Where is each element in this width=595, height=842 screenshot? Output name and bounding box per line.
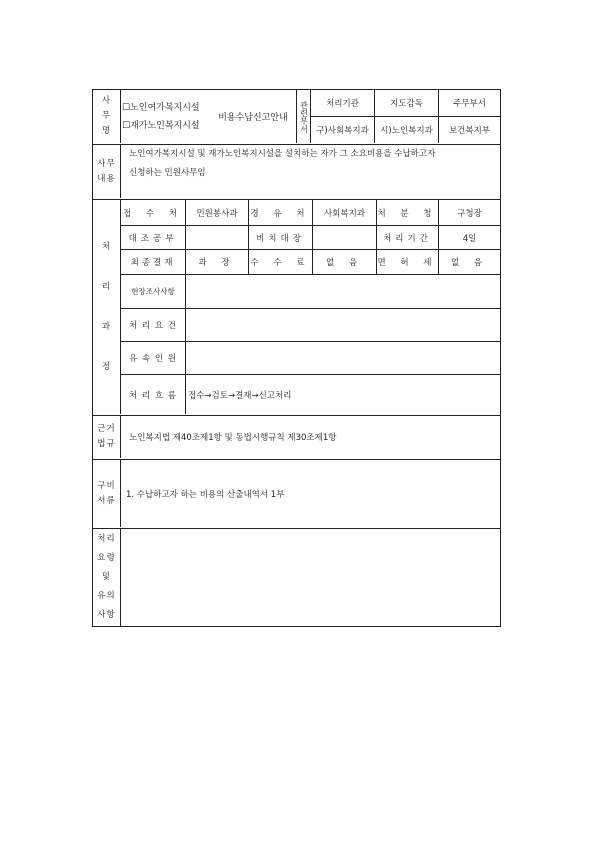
notes-label: 처리 요령 및 유의 사항 bbox=[97, 534, 116, 620]
affairs-row bbox=[92, 144, 501, 199]
r3-c6: 없 음 bbox=[438, 249, 500, 274]
r1-c3: 경 유 처 bbox=[248, 200, 312, 225]
requirements-value bbox=[185, 308, 500, 341]
option-home-senior[interactable]: ☐재가노인복지시설 bbox=[122, 120, 200, 131]
col-val-processing-agency: 구)사회복지과 bbox=[310, 116, 374, 143]
r3-c2: 과 장 bbox=[185, 249, 248, 274]
basis-label: 근거 법규 bbox=[97, 424, 116, 449]
r1-c5: 처 분 청 bbox=[376, 200, 438, 225]
option-senior-leisure[interactable]: ☐노인여가복지시설 bbox=[122, 102, 200, 113]
col-head-processing-agency: 처리기관 bbox=[310, 90, 374, 116]
documents-label: 구비 서류 bbox=[97, 480, 116, 506]
notes-text bbox=[120, 529, 500, 626]
r2-c3: 비치대장 bbox=[248, 225, 312, 249]
r2-c1: 대조공부 bbox=[120, 225, 185, 249]
site-check-label: 현장조사사항 bbox=[120, 274, 185, 308]
r1-c2: 민원봉사과 bbox=[185, 200, 248, 225]
checkbox-icon[interactable]: ☐ bbox=[122, 102, 131, 113]
col-val-supervision: 시)노인복지과 bbox=[374, 116, 438, 143]
col-val-main-dept: 보건복지부 bbox=[438, 116, 500, 143]
r2-c6: 4일 bbox=[438, 225, 500, 249]
related-civil-value bbox=[185, 341, 500, 374]
col-head-main-dept: 주무부서 bbox=[438, 90, 500, 116]
affairs-label: 사무 내용 bbox=[97, 158, 116, 184]
affair-name-label: 사 무 명 bbox=[101, 96, 112, 136]
r3-c3: 수 수 료 bbox=[248, 249, 312, 274]
civil-affairs-form bbox=[92, 89, 501, 627]
documents-text: 1. 수납하고자 하는 비용의 산출내역서 1부 bbox=[120, 460, 500, 527]
affair-options bbox=[120, 90, 210, 143]
r3-c1: 최종결재 bbox=[120, 249, 185, 274]
flow-value: 접수→검토→결재→신고처리 bbox=[185, 374, 500, 414]
basis-row bbox=[92, 415, 501, 459]
related-civil-label: 유 속 인 원 bbox=[120, 341, 185, 374]
flow-label: 처 리 흐 름 bbox=[120, 374, 185, 414]
checkbox-icon[interactable]: ☐ bbox=[122, 120, 131, 131]
requirements-label: 처 리 요 건 bbox=[120, 308, 185, 341]
r2-c2 bbox=[185, 225, 248, 249]
col-head-supervision: 지도감독 bbox=[374, 90, 438, 116]
affairs-text: 노인여가복지시설 및 재가노인복지시설을 설치하는 자가 그 소요비용을 수납하고자 신청하는 민원사무임 bbox=[120, 145, 500, 198]
notes-row bbox=[92, 528, 501, 627]
basis-text: 노인복지법 제40조제1항 및 동법시행규칙 제30조제1항 bbox=[120, 416, 500, 458]
r1-c1: 접 수 처 bbox=[120, 200, 185, 225]
header-row bbox=[92, 89, 501, 144]
process-label: 처 리 과 정 bbox=[101, 242, 112, 372]
site-check-value bbox=[185, 274, 500, 308]
documents-row bbox=[92, 459, 501, 528]
r3-c4: 없 음 bbox=[312, 249, 376, 274]
form-title: 비용수납신고안내 bbox=[218, 113, 288, 123]
process-row bbox=[92, 199, 501, 415]
r2-c4 bbox=[312, 225, 376, 249]
r1-c6: 구청장 bbox=[438, 200, 500, 225]
related-dept-label: 관련부서 bbox=[296, 90, 310, 143]
r1-c4: 사회복지과 bbox=[312, 200, 376, 225]
r3-c5: 면 허 세 bbox=[376, 249, 438, 274]
r2-c5: 처리기간 bbox=[376, 225, 438, 249]
